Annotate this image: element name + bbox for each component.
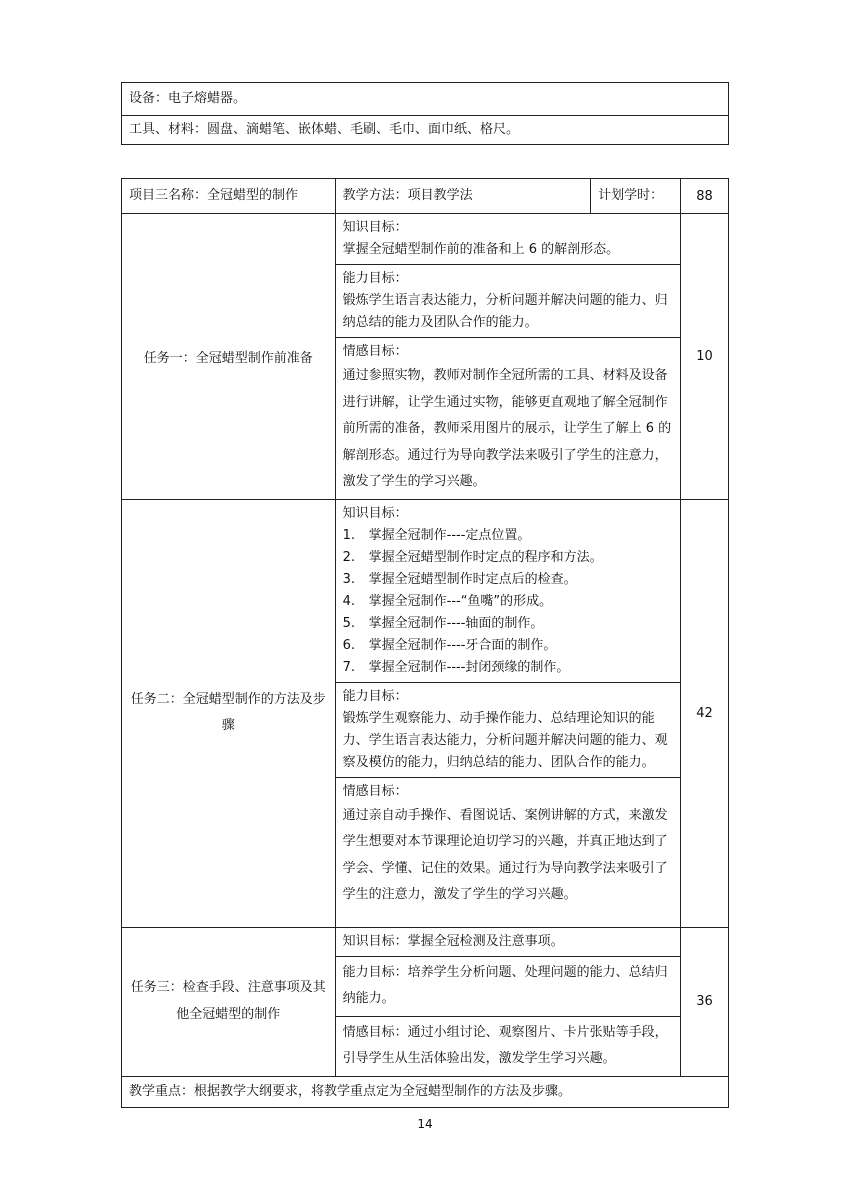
task2-title-text: 任务二：全冠蜡型制作的方法及步骤 [130,691,326,733]
task2-knowledge [336,500,680,683]
hours-label: 计划学时： [591,179,681,214]
task3-hours: 36 [681,927,729,1076]
ability-label: 能力目标： [342,688,408,704]
emotion-label: 情感目标： [342,783,408,799]
list-item: 5. 掌握全冠制作----轴面的制作。 [342,615,544,631]
key-points: 教学重点：根据教学大纲要求，将教学重点定为全冠蜡型制作的方法及步骤。 [122,1076,729,1107]
list-item: 3. 掌握全冠蜡型制作时定点后的检查。 [342,571,577,587]
total-hours: 88 [681,179,729,214]
list-item: 1. 掌握全冠制作----定点位置。 [342,527,531,543]
knowledge-label: 知识目标： [342,220,408,235]
task3-title [122,927,336,1076]
emotion-label: 情感目标： [342,344,408,359]
task2-title [122,499,336,927]
knowledge-label: 知识目标： [342,505,408,521]
tools-text: 工具、材料：圆盘、滴蜡笔、嵌体蜡、毛刷、毛巾、面巾纸、格尺。 [122,116,729,145]
task2-emotion [336,777,680,912]
ability-label: 能力目标： [342,271,408,286]
list-item: 7. 掌握全冠制作----封闭颈缘的制作。 [342,659,570,675]
page-number: 14 [417,1117,433,1131]
equipment-table [121,82,729,145]
task1-hours: 10 [681,214,729,500]
task1-goals [335,214,680,500]
task1-title: 任务一：全冠蜡型制作前准备 [122,214,336,500]
ability-text: 锻炼学生观察能力、动手操作能力、总结理论知识的能力、学生语言表达能力，分析问题并解决问题的能力、观察及模仿的能力，归纳总结的能力、团队合作的能力。 [342,710,668,770]
emotion-text: 通过参照实物，教师对制作全冠所需的工具、材料及设备进行讲解，让学生通过实物，能够更直观地了解全冠制作前所需的准备，教师采用图片的展示，让学生了解上 6 的解剖形态。通过行为导向教学法来吸引了学生的注意力，激发了学生的学习兴趣。 [342,368,672,489]
emotion-text: 通过亲自动手操作、看图说话、案例讲解的方式，来激发学生想要对本节课理论迫切学习的兴趣，并真正地达到了学会、学懂、记住的效果。通过行为导向教学法来吸引了学生的注意力，激发了学生的学习兴趣。 [342,807,668,902]
list-item: 6. 掌握全冠制作----牙合面的制作。 [342,637,557,653]
knowledge-list [343,525,673,679]
knowledge-text: 掌握全冠蜡型制作前的准备和上 6 的解剖形态。 [342,242,620,257]
task3-goals [335,927,680,1076]
task1-emotion [336,338,680,499]
list-item: 4. 掌握全冠制作---“鱼嘴”的形成。 [342,593,553,609]
task2-hours: 42 [681,499,729,927]
task3-ability: 能力目标：培养学生分析问题、处理问题的能力、总结归纳能力。 [336,956,680,1016]
task3-emotion: 情感目标：通过小组讨论、观察图片、卡片张贴等手段，引导学生从生活体验出发，激发学生学习兴趣。 [342,1024,668,1066]
equipment-text: 设备：电子熔蜡器。 [122,83,729,116]
ability-text: 锻炼学生语言表达能力，分析问题并解决问题的能力、归纳总结的能力及团队合作的能力。 [342,293,668,330]
list-item: 2. 掌握全冠蜡型制作时定点的程序和方法。 [342,549,603,565]
task1-ability [336,265,680,338]
project-table [121,178,729,1108]
task2-ability [336,682,680,777]
teaching-method: 教学方法：项目教学法 [335,179,591,214]
task3-knowledge: 知识目标：掌握全冠检测及注意事项。 [336,928,680,957]
task2-goals [335,499,680,927]
project-name: 项目三名称：全冠蜡型的制作 [122,179,336,214]
task1-knowledge [336,214,680,265]
task3-title-text: 任务三：检查手段、注意事项及其他全冠蜡型的制作 [130,980,326,1022]
